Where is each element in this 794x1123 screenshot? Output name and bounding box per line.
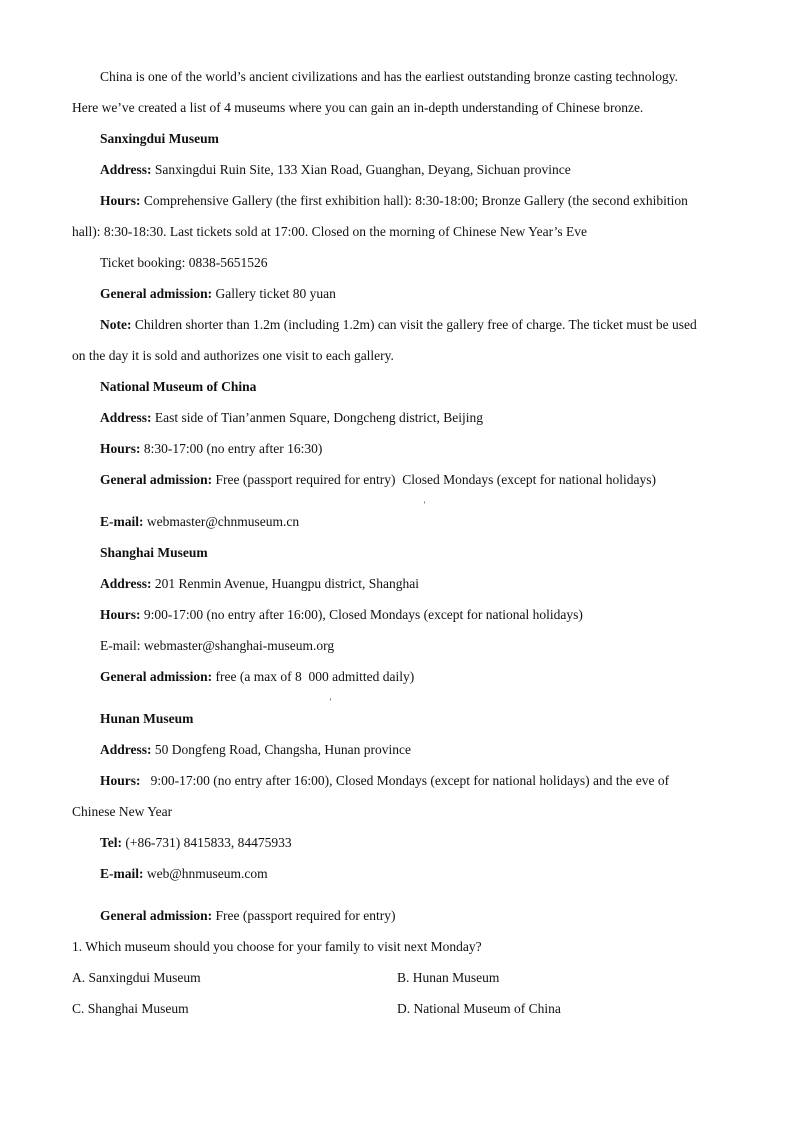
shanghai-hours bbox=[72, 599, 724, 630]
admission-value: free (a max of 8 bbox=[215, 669, 302, 684]
spacer bbox=[72, 889, 724, 900]
answer-options bbox=[72, 962, 724, 1024]
admission-label: General admission: bbox=[100, 286, 213, 301]
admission-label: General admission: bbox=[100, 472, 213, 487]
hours-value: Comprehensive Gallery (the first exhibition hall): 8:30-18:00; Bronze Gallery (the second exhibition bbox=[143, 193, 688, 208]
address-value: Sanxingdui Ruin Site, 133 Xian Road, Guanghan, Deyang, Sichuan province bbox=[154, 162, 571, 177]
document-body bbox=[72, 61, 724, 1024]
option-d[interactable]: D. National Museum of China bbox=[397, 1001, 561, 1016]
national-hours bbox=[72, 433, 724, 464]
hunan-address bbox=[72, 734, 724, 765]
address-value: 201 Renmin Avenue, Huangpu district, Shanghai bbox=[154, 576, 419, 591]
address-label: Address: bbox=[100, 162, 152, 177]
hours-value: 9:00-17:00 (no entry after 16:00), Closed Mondays (except for national holidays) bbox=[143, 607, 583, 622]
admission-label: General admission: bbox=[100, 669, 213, 684]
question-text: 1. Which museum should you choose for your family to visit next Monday? bbox=[72, 939, 482, 954]
option-a[interactable]: A. Sanxingdui Museum bbox=[72, 970, 201, 985]
hunan-hours bbox=[72, 765, 724, 796]
email-label: E-mail: bbox=[100, 514, 144, 529]
admission-value: Free (passport required for entry) bbox=[215, 908, 396, 923]
admission-label: General admission: bbox=[100, 908, 213, 923]
tel-value: (+86-731) 8415833, 84475933 bbox=[125, 835, 292, 850]
sanxingdui-ticket-booking: Ticket booking: 0838-5651526 bbox=[100, 255, 268, 270]
address-label: Address: bbox=[100, 576, 152, 591]
admission-value: Free (passport required for entry) bbox=[215, 472, 396, 487]
spacer bbox=[72, 692, 724, 703]
hunan-admission bbox=[72, 900, 724, 931]
sanxingdui-admission bbox=[72, 278, 724, 309]
hours-label: Hours: bbox=[100, 193, 141, 208]
hunan-hours-cont: Chinese New Year bbox=[72, 804, 173, 819]
admission-value-cont: 000 admitted daily) bbox=[308, 669, 415, 684]
hours-label: Hours: bbox=[100, 441, 141, 456]
sanxingdui-note bbox=[72, 309, 724, 340]
address-value: 50 Dongfeng Road, Changsha, Hunan province bbox=[154, 742, 411, 757]
note-value: Children shorter than 1.2m (including 1.2m) can visit the gallery free of charge. The ticket must be used bbox=[134, 317, 697, 332]
museum-title-sanxingdui: Sanxingdui Museum bbox=[100, 131, 219, 146]
admission-value: Gallery ticket 80 yuan bbox=[215, 286, 336, 301]
shanghai-address bbox=[72, 568, 724, 599]
national-address bbox=[72, 402, 724, 433]
email-label: E-mail: bbox=[100, 866, 144, 881]
hours-value: 8:30-17:00 (no entry after 16:30) bbox=[143, 441, 323, 456]
museum-title-national: National Museum of China bbox=[100, 379, 257, 394]
sanxingdui-hours-cont: hall): 8:30-18:30. Last tickets sold at 17:00. Closed on the morning of Chinese New Year’s Eve bbox=[72, 224, 587, 239]
admission-closed-note: Closed Mondays (except for national holidays) bbox=[402, 472, 657, 487]
hunan-tel bbox=[72, 827, 724, 858]
hunan-email bbox=[72, 858, 724, 889]
address-label: Address: bbox=[100, 410, 152, 425]
sanxingdui-note-cont: on the day it is sold and authorizes one visit to each gallery. bbox=[72, 348, 394, 363]
sanxingdui-hours bbox=[72, 185, 724, 216]
address-value: East side of Tian’anmen Square, Dongcheng district, Beijing bbox=[154, 410, 483, 425]
note-label: Note: bbox=[100, 317, 132, 332]
museum-title-shanghai: Shanghai Museum bbox=[100, 545, 208, 560]
sanxingdui-address bbox=[72, 154, 724, 185]
hours-label: Hours: bbox=[100, 773, 141, 788]
email-value: webmaster@chnmuseum.cn bbox=[146, 514, 300, 529]
national-admission bbox=[72, 464, 724, 495]
shanghai-email: E-mail: webmaster@shanghai-museum.org bbox=[100, 638, 335, 653]
email-value: web@hnmuseum.com bbox=[146, 866, 268, 881]
hours-value: 9:00-17:00 (no entry after 16:00), Closed Mondays (except for national holidays) and the eve of bbox=[150, 773, 670, 788]
option-c[interactable]: C. Shanghai Museum bbox=[72, 1001, 189, 1016]
intro-line-1: China is one of the world’s ancient civilizations and has the earliest outstanding bronze casting technology. bbox=[100, 69, 678, 84]
hours-label: Hours: bbox=[100, 607, 141, 622]
address-label: Address: bbox=[100, 742, 152, 757]
tel-label: Tel: bbox=[100, 835, 123, 850]
intro-line-2: Here we’ve created a list of 4 museums where you can gain an in-depth understanding of Chinese bronze. bbox=[72, 100, 644, 115]
option-b[interactable]: B. Hunan Museum bbox=[397, 970, 500, 985]
museum-title-hunan: Hunan Museum bbox=[100, 711, 194, 726]
shanghai-admission bbox=[72, 661, 724, 692]
